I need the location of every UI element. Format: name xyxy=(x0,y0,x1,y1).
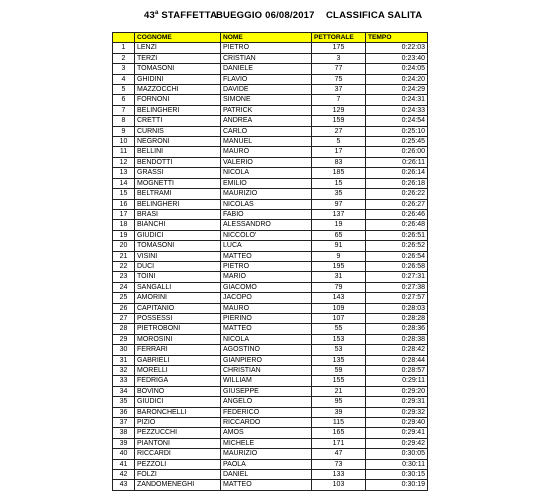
cell-time: 0:30:15 xyxy=(366,470,428,480)
event-number-suffix: a xyxy=(154,10,159,16)
cell-bib: 9 xyxy=(312,251,366,261)
cell-bib: 153 xyxy=(312,334,366,344)
cell-position: 29 xyxy=(113,334,135,344)
table-row xyxy=(113,147,428,157)
cell-bib: 47 xyxy=(312,449,366,459)
cell-surname: NEGRONI xyxy=(135,137,221,147)
cell-position: 34 xyxy=(113,386,135,396)
cell-name: CHRISTIAN xyxy=(221,366,312,376)
cell-time: 0:26:48 xyxy=(366,220,428,230)
cell-surname: GABRIELI xyxy=(135,355,221,365)
cell-surname: BENDOTTI xyxy=(135,157,221,167)
cell-surname: VISINI xyxy=(135,251,221,261)
cell-time: 0:26:54 xyxy=(366,251,428,261)
cell-position: 25 xyxy=(113,293,135,303)
cell-bib: 31 xyxy=(312,272,366,282)
column-header-surname: COGNOME xyxy=(135,33,221,43)
cell-position: 30 xyxy=(113,345,135,355)
cell-time: 0:26:00 xyxy=(366,147,428,157)
table-row xyxy=(113,168,428,178)
cell-name: MATTEO xyxy=(221,251,312,261)
cell-position: 28 xyxy=(113,324,135,334)
cell-time: 0:30:19 xyxy=(366,480,428,490)
cell-time: 0:28:57 xyxy=(366,366,428,376)
cell-surname: BIANCHI xyxy=(135,220,221,230)
table-row xyxy=(113,428,428,438)
cell-time: 0:27:31 xyxy=(366,272,428,282)
cell-name: ANDREA xyxy=(221,116,312,126)
table-header-row xyxy=(113,33,428,43)
cell-position: 33 xyxy=(113,376,135,386)
cell-time: 0:26:11 xyxy=(366,157,428,167)
cell-time: 0:30:11 xyxy=(366,459,428,469)
cell-time: 0:25:45 xyxy=(366,137,428,147)
cell-bib: 135 xyxy=(312,355,366,365)
table-row xyxy=(113,272,428,282)
cell-position: 36 xyxy=(113,407,135,417)
table-row xyxy=(113,345,428,355)
cell-position: 9 xyxy=(113,126,135,136)
column-header-position xyxy=(113,33,135,43)
table-row xyxy=(113,53,428,63)
cell-surname: GRASSI xyxy=(135,168,221,178)
cell-position: 13 xyxy=(113,168,135,178)
table-row xyxy=(113,366,428,376)
cell-time: 0:26:58 xyxy=(366,261,428,271)
cell-bib: 165 xyxy=(312,428,366,438)
cell-position: 22 xyxy=(113,261,135,271)
table-row xyxy=(113,303,428,313)
cell-position: 32 xyxy=(113,366,135,376)
cell-bib: 65 xyxy=(312,230,366,240)
cell-name: PIETRO xyxy=(221,261,312,271)
cell-time: 0:28:44 xyxy=(366,355,428,365)
cell-name: MATTEO xyxy=(221,324,312,334)
table-row xyxy=(113,376,428,386)
cell-time: 0:26:51 xyxy=(366,230,428,240)
cell-position: 23 xyxy=(113,272,135,282)
cell-bib: 79 xyxy=(312,282,366,292)
cell-surname: BELINGHERI xyxy=(135,105,221,115)
table-row xyxy=(113,64,428,74)
cell-time: 0:28:42 xyxy=(366,345,428,355)
cell-bib: 35 xyxy=(312,189,366,199)
cell-position: 20 xyxy=(113,241,135,251)
table-row xyxy=(113,470,428,480)
table-row xyxy=(113,282,428,292)
cell-name: DANIEL xyxy=(221,470,312,480)
cell-position: 37 xyxy=(113,418,135,428)
cell-name: PATRICK xyxy=(221,105,312,115)
cell-surname: GHIDINI xyxy=(135,74,221,84)
cell-name: GIUSEPPE xyxy=(221,386,312,396)
cell-surname: PIETROBONI xyxy=(135,324,221,334)
cell-bib: 17 xyxy=(312,147,366,157)
classification-title: CLASSIFICA SALITA xyxy=(326,10,423,21)
event-title xyxy=(144,10,217,21)
cell-time: 0:26:18 xyxy=(366,178,428,188)
cell-time: 0:29:20 xyxy=(366,386,428,396)
cell-surname: BRASI xyxy=(135,209,221,219)
cell-surname: PEZZOLI xyxy=(135,459,221,469)
cell-time: 0:28:36 xyxy=(366,324,428,334)
cell-position: 1 xyxy=(113,43,135,53)
table-row xyxy=(113,105,428,115)
cell-name: GIANPIERO xyxy=(221,355,312,365)
cell-time: 0:29:32 xyxy=(366,407,428,417)
table-row xyxy=(113,459,428,469)
cell-name: WILLIAM xyxy=(221,376,312,386)
cell-surname: LENZI xyxy=(135,43,221,53)
table-row xyxy=(113,74,428,84)
cell-surname: PIANTONI xyxy=(135,438,221,448)
cell-surname: CRETTI xyxy=(135,116,221,126)
cell-surname: TOINI xyxy=(135,272,221,282)
table-row xyxy=(113,386,428,396)
cell-name: PIETRO xyxy=(221,43,312,53)
cell-name: FEDERICO xyxy=(221,407,312,417)
cell-bib: 129 xyxy=(312,105,366,115)
document-header xyxy=(0,10,534,24)
cell-bib: 27 xyxy=(312,126,366,136)
cell-name: MAURO xyxy=(221,147,312,157)
cell-name: PAOLA xyxy=(221,459,312,469)
cell-position: 10 xyxy=(113,137,135,147)
results-body xyxy=(113,43,428,490)
event-number: 43 xyxy=(144,10,155,21)
cell-position: 27 xyxy=(113,313,135,323)
cell-position: 18 xyxy=(113,220,135,230)
cell-position: 40 xyxy=(113,449,135,459)
table-row xyxy=(113,438,428,448)
cell-time: 0:27:57 xyxy=(366,293,428,303)
column-header-name: NOME xyxy=(221,33,312,43)
cell-bib: 107 xyxy=(312,313,366,323)
cell-name: NICCOLO' xyxy=(221,230,312,240)
cell-time: 0:25:10 xyxy=(366,126,428,136)
cell-bib: 195 xyxy=(312,261,366,271)
cell-name: AGOSTINO xyxy=(221,345,312,355)
cell-surname: AMORINI xyxy=(135,293,221,303)
cell-name: VALERIO xyxy=(221,157,312,167)
table-row xyxy=(113,241,428,251)
cell-position: 6 xyxy=(113,95,135,105)
cell-time: 0:29:11 xyxy=(366,376,428,386)
cell-name: MAURO xyxy=(221,303,312,313)
cell-position: 15 xyxy=(113,189,135,199)
cell-position: 7 xyxy=(113,105,135,115)
cell-time: 0:26:22 xyxy=(366,189,428,199)
cell-bib: 185 xyxy=(312,168,366,178)
cell-time: 0:29:42 xyxy=(366,438,428,448)
table-row xyxy=(113,324,428,334)
cell-surname: RICCARDI xyxy=(135,449,221,459)
cell-position: 17 xyxy=(113,209,135,219)
cell-time: 0:28:28 xyxy=(366,313,428,323)
cell-surname: MOROSINI xyxy=(135,334,221,344)
results-table xyxy=(112,32,428,491)
cell-position: 31 xyxy=(113,355,135,365)
cell-position: 8 xyxy=(113,116,135,126)
cell-name: LUCA xyxy=(221,241,312,251)
cell-surname: CAPITANIO xyxy=(135,303,221,313)
table-row xyxy=(113,480,428,490)
cell-time: 0:24:31 xyxy=(366,95,428,105)
table-row xyxy=(113,407,428,417)
table-row xyxy=(113,209,428,219)
cell-bib: 109 xyxy=(312,303,366,313)
cell-surname: BELINGHERI xyxy=(135,199,221,209)
cell-name: MAURIZIO xyxy=(221,189,312,199)
cell-position: 5 xyxy=(113,85,135,95)
cell-bib: 91 xyxy=(312,241,366,251)
table-row xyxy=(113,261,428,271)
cell-surname: PIZIO xyxy=(135,418,221,428)
cell-bib: 171 xyxy=(312,438,366,448)
cell-bib: 73 xyxy=(312,459,366,469)
table-row xyxy=(113,126,428,136)
cell-bib: 133 xyxy=(312,470,366,480)
cell-bib: 7 xyxy=(312,95,366,105)
cell-name: AMOS xyxy=(221,428,312,438)
table-row xyxy=(113,220,428,230)
table-row xyxy=(113,189,428,199)
cell-time: 0:26:46 xyxy=(366,209,428,219)
cell-surname: FORNONI xyxy=(135,95,221,105)
cell-time: 0:26:52 xyxy=(366,241,428,251)
cell-time: 0:24:05 xyxy=(366,64,428,74)
cell-surname: CURNIS xyxy=(135,126,221,136)
cell-time: 0:28:03 xyxy=(366,303,428,313)
cell-surname: BARONCHELLI xyxy=(135,407,221,417)
cell-time: 0:29:31 xyxy=(366,397,428,407)
table-row xyxy=(113,43,428,53)
cell-name: MANUEL xyxy=(221,137,312,147)
table-row xyxy=(113,95,428,105)
cell-name: FLAVIO xyxy=(221,74,312,84)
cell-bib: 19 xyxy=(312,220,366,230)
cell-surname: GIUDICI xyxy=(135,397,221,407)
cell-position: 11 xyxy=(113,147,135,157)
cell-surname: BOVINO xyxy=(135,386,221,396)
cell-time: 0:30:05 xyxy=(366,449,428,459)
cell-position: 14 xyxy=(113,178,135,188)
cell-name: RICCARDO xyxy=(221,418,312,428)
table-row xyxy=(113,397,428,407)
cell-name: NICOLAS xyxy=(221,199,312,209)
cell-position: 26 xyxy=(113,303,135,313)
cell-surname: FERRARI xyxy=(135,345,221,355)
cell-position: 2 xyxy=(113,53,135,63)
column-header-bib: PETTORALE xyxy=(312,33,366,43)
cell-position: 38 xyxy=(113,428,135,438)
cell-surname: BELTRAMI xyxy=(135,189,221,199)
cell-position: 16 xyxy=(113,199,135,209)
table-row xyxy=(113,251,428,261)
table-row xyxy=(113,449,428,459)
cell-name: SIMONE xyxy=(221,95,312,105)
cell-time: 0:29:41 xyxy=(366,428,428,438)
cell-name: NICOLA xyxy=(221,168,312,178)
cell-surname: ZANDOMENEGHI xyxy=(135,480,221,490)
cell-time: 0:26:27 xyxy=(366,199,428,209)
cell-position: 24 xyxy=(113,282,135,292)
cell-name: MAURIZIO xyxy=(221,449,312,459)
event-location-date: BUEGGIO 06/08/2017 xyxy=(216,10,315,21)
table-row xyxy=(113,116,428,126)
cell-time: 0:24:20 xyxy=(366,74,428,84)
cell-bib: 95 xyxy=(312,397,366,407)
table-row xyxy=(113,293,428,303)
table-row xyxy=(113,199,428,209)
cell-position: 42 xyxy=(113,470,135,480)
table-row xyxy=(113,355,428,365)
cell-bib: 97 xyxy=(312,199,366,209)
cell-surname: BELLINI xyxy=(135,147,221,157)
cell-surname: GIUDICI xyxy=(135,230,221,240)
cell-name: ALESSANDRO xyxy=(221,220,312,230)
cell-time: 0:24:54 xyxy=(366,116,428,126)
cell-bib: 3 xyxy=(312,53,366,63)
cell-surname: TOMASONI xyxy=(135,64,221,74)
cell-surname: MOGNETTI xyxy=(135,178,221,188)
table-row xyxy=(113,85,428,95)
event-name: STAFFETTA xyxy=(161,10,218,21)
cell-name: PIERINO xyxy=(221,313,312,323)
cell-name: EMILIO xyxy=(221,178,312,188)
table-row xyxy=(113,313,428,323)
cell-name: NICOLA xyxy=(221,334,312,344)
cell-name: ANGELO xyxy=(221,397,312,407)
cell-bib: 55 xyxy=(312,324,366,334)
cell-surname: FOLZI xyxy=(135,470,221,480)
cell-time: 0:24:29 xyxy=(366,85,428,95)
table-row xyxy=(113,137,428,147)
cell-surname: TERZI xyxy=(135,53,221,63)
cell-name: MATTEO xyxy=(221,480,312,490)
cell-position: 39 xyxy=(113,438,135,448)
cell-name: CRISTIAN xyxy=(221,53,312,63)
cell-surname: MAZZOCCHI xyxy=(135,85,221,95)
cell-position: 3 xyxy=(113,64,135,74)
cell-bib: 155 xyxy=(312,376,366,386)
table-row xyxy=(113,334,428,344)
cell-surname: DUCI xyxy=(135,261,221,271)
cell-position: 21 xyxy=(113,251,135,261)
column-header-time: TEMPO xyxy=(366,33,428,43)
cell-bib: 21 xyxy=(312,386,366,396)
cell-bib: 53 xyxy=(312,345,366,355)
cell-name: GIACOMO xyxy=(221,282,312,292)
cell-name: CARLO xyxy=(221,126,312,136)
cell-bib: 175 xyxy=(312,43,366,53)
cell-position: 41 xyxy=(113,459,135,469)
cell-bib: 59 xyxy=(312,366,366,376)
cell-bib: 77 xyxy=(312,64,366,74)
cell-position: 4 xyxy=(113,74,135,84)
cell-name: JACOPO xyxy=(221,293,312,303)
table-row xyxy=(113,178,428,188)
cell-name: MARIO xyxy=(221,272,312,282)
cell-bib: 5 xyxy=(312,137,366,147)
cell-bib: 83 xyxy=(312,157,366,167)
cell-bib: 159 xyxy=(312,116,366,126)
cell-bib: 143 xyxy=(312,293,366,303)
cell-bib: 37 xyxy=(312,85,366,95)
cell-surname: SANGALLI xyxy=(135,282,221,292)
cell-bib: 75 xyxy=(312,74,366,84)
cell-surname: TOMASONI xyxy=(135,241,221,251)
cell-bib: 115 xyxy=(312,418,366,428)
table-row xyxy=(113,230,428,240)
cell-position: 19 xyxy=(113,230,135,240)
cell-surname: POSSESSI xyxy=(135,313,221,323)
cell-time: 0:23:40 xyxy=(366,53,428,63)
cell-time: 0:24:33 xyxy=(366,105,428,115)
cell-bib: 39 xyxy=(312,407,366,417)
cell-time: 0:28:38 xyxy=(366,334,428,344)
cell-name: DAVIDE xyxy=(221,85,312,95)
cell-surname: PEZZUCCHI xyxy=(135,428,221,438)
cell-time: 0:29:40 xyxy=(366,418,428,428)
cell-position: 43 xyxy=(113,480,135,490)
cell-time: 0:27:38 xyxy=(366,282,428,292)
cell-bib: 103 xyxy=(312,480,366,490)
cell-name: DANIELE xyxy=(221,64,312,74)
cell-time: 0:26:14 xyxy=(366,168,428,178)
cell-name: FABIO xyxy=(221,209,312,219)
cell-name: MICHELE xyxy=(221,438,312,448)
cell-time: 0:22:03 xyxy=(366,43,428,53)
table-row xyxy=(113,157,428,167)
table-row xyxy=(113,418,428,428)
cell-position: 35 xyxy=(113,397,135,407)
cell-surname: MORELLI xyxy=(135,366,221,376)
cell-bib: 137 xyxy=(312,209,366,219)
cell-surname: FEDRIGA xyxy=(135,376,221,386)
cell-bib: 15 xyxy=(312,178,366,188)
cell-position: 12 xyxy=(113,157,135,167)
